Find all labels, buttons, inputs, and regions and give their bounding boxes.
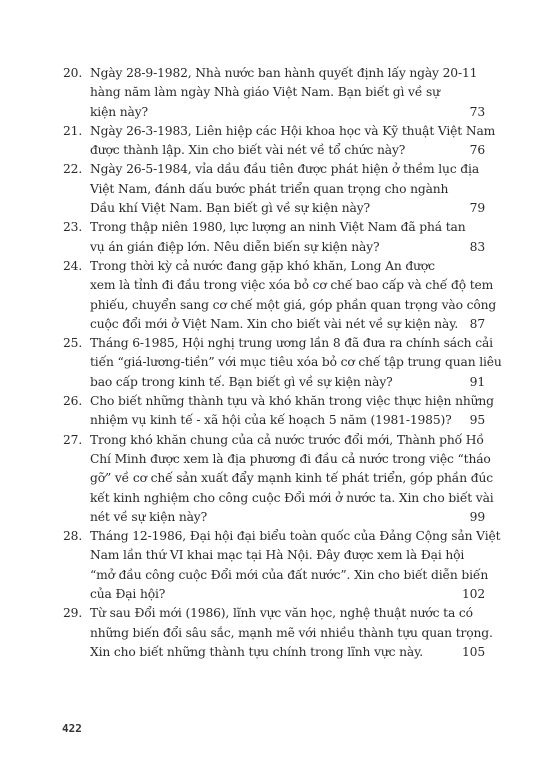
toc-entry-page-number: 73 — [469, 104, 485, 119]
toc-entry-text: nét về sự kiện này? — [90, 509, 208, 524]
toc-entry-text: những biến đổi sâu sắc, mạnh mẽ với nhiều thành tựu quan trọng. — [90, 625, 493, 640]
toc-entry-number: 24. — [63, 258, 83, 273]
toc-entry-text-line — [63, 373, 485, 392]
toc-entry-text-line — [63, 257, 485, 276]
toc-entry-text: Từ sau Đổi mới (1986), lĩnh vực văn học, nghệ thuật nước ta có — [90, 606, 473, 621]
toc-entry-number: 25. — [63, 336, 83, 351]
toc-entry-text: Ngày 28-9-1982, Nhà nước ban hành quyết định lấy ngày 20-11 — [90, 66, 478, 80]
toc-entry-text: phiếu, chuyển sang cơ chế một giá, góp phần quan trọng vào công — [90, 297, 497, 312]
toc-entry-text-line — [63, 411, 485, 430]
toc-entry-page-number: 95 — [469, 413, 485, 428]
toc-entry-text-line — [63, 160, 485, 179]
toc-entry[interactable] — [63, 527, 501, 604]
toc-entry-text: Trong khó khăn chung của cả nước trước đổi mới, Thành phố Hồ — [90, 432, 484, 447]
toc-entry-text-line — [63, 103, 485, 122]
toc-entry[interactable] — [63, 604, 493, 662]
toc-entry[interactable] — [63, 64, 485, 122]
toc-entry-text: Tháng 6-1985, Hội nghị trung ương lần 8 đã đưa ra chính sách cải — [90, 336, 493, 351]
toc-entry-number: 27. — [63, 432, 83, 447]
toc-entry-text: Trong thời kỳ cả nước đang gặp khó khăn, Long An được — [90, 258, 435, 273]
toc-entry-text-line — [63, 624, 493, 643]
toc-entry[interactable] — [63, 160, 485, 218]
toc-entry-text: cuộc đổi mới ở Việt Nam. Xin cho biết vài nét về sự kiện này. — [90, 316, 459, 331]
toc-entry-text: Nam lần thứ VI khai mạc tại Hà Nội. Đây được xem là Đại hội — [90, 548, 465, 563]
toc-entry-text: Cho biết những thành tựu và khó khăn trong việc thực hiện những — [90, 394, 494, 409]
toc-entry-text: Trong thập niên 1980, lực lượng an ninh Việt Nam đã phá tan — [90, 220, 466, 235]
toc-entry-number: 26. — [63, 394, 83, 409]
toc-entry-text-line — [63, 546, 485, 565]
toc-entry-text: tiến “giá-lương-tiền” với mục tiêu xóa bỏ cơ chế tập trung quan liêu — [90, 355, 502, 370]
toc-entry-page-number: 79 — [469, 201, 485, 216]
toc-entry-text: vụ án gián điệp lớn. Nêu diễn biến sự kiện này? — [90, 239, 380, 254]
toc-entry[interactable] — [63, 218, 485, 257]
toc-entry-text-line — [63, 64, 485, 83]
toc-entry[interactable] — [63, 392, 494, 431]
toc-entry-text: của Đại hội? — [90, 587, 166, 602]
toc-entry-number: 21. — [63, 123, 83, 138]
toc-entry-text-line — [63, 218, 485, 237]
toc-entry[interactable] — [63, 334, 502, 392]
toc-entry-text-line — [63, 199, 485, 218]
toc-entry-text: được thành lập. Xin cho biết vài nét về tổ chức này? — [90, 143, 406, 158]
toc-entry-text-line — [63, 469, 493, 488]
toc-entry-number: 22. — [63, 162, 83, 177]
toc-entry-page-number: 105 — [461, 644, 485, 659]
toc-entry-page-number: 87 — [469, 316, 485, 331]
toc-entry-number: 23. — [63, 220, 83, 235]
toc-entry-text-line — [63, 585, 485, 604]
toc-entry-text-line — [63, 315, 485, 334]
toc-entry-number: 20. — [63, 66, 83, 80]
toc-entry-text: Tháng 12-1986, Đại hội đại biểu toàn quốc của Đảng Cộng sản Việt — [90, 529, 501, 544]
toc-entry-text-line — [63, 450, 491, 469]
toc-entry-text: Chí Minh được xem là địa phương đi đầu cả nước trong việc “tháo — [90, 451, 491, 466]
toc-entry-text-line — [63, 122, 496, 141]
toc-entry-text-line — [63, 238, 485, 257]
toc-entry-text: xem là tỉnh đi đầu trong việc xóa bỏ cơ chế bao cấp và chế độ tem — [90, 278, 494, 293]
toc-entry-text-line — [63, 353, 502, 372]
toc-entry-text: Ngày 26-3-1983, Liên hiệp các Hội khoa học và Kỹ thuật Việt Nam — [90, 123, 496, 138]
toc-entry[interactable] — [63, 122, 496, 161]
toc-entry-text: Xin cho biết những thành tựu chính trong lĩnh vực này. — [90, 644, 424, 659]
toc-entry-text: kết kinh nghiệm cho công cuộc Đổi mới ở nước ta. Xin cho biết vài — [90, 490, 494, 505]
toc-entry-text: bao cấp trong kinh tế. Bạn biết gì về sự kiện này? — [90, 374, 393, 389]
toc-entry-text: kiện này? — [90, 104, 148, 119]
toc-entry-text-line — [63, 431, 485, 450]
toc-entry-text-line — [63, 604, 485, 623]
toc-entry-page-number: 83 — [469, 239, 485, 254]
toc-entry-text-line — [63, 489, 494, 508]
toc-entry[interactable] — [63, 431, 494, 527]
toc-entry-text-line — [63, 334, 493, 353]
toc-entry-text: hàng năm làm ngày Nhà giáo Việt Nam. Bạn biết gì về sự — [90, 85, 440, 100]
toc-entry-text-line — [63, 392, 494, 411]
toc-entry-text-line — [63, 141, 485, 160]
toc-entry-text-line — [63, 566, 489, 585]
page-number: 422 — [62, 722, 82, 735]
toc-entry-text-line — [63, 83, 485, 102]
toc-entry-text-line — [63, 643, 485, 662]
table-of-contents — [63, 64, 502, 662]
toc-entry-text: gỡ” về cơ chế sản xuất đẩy mạnh kinh tế phát triển, góp phần đúc — [90, 471, 493, 486]
toc-entry-page-number: 76 — [469, 143, 485, 158]
toc-entry-text-line — [63, 276, 494, 295]
toc-entry-number: 28. — [63, 529, 83, 544]
toc-entry-text-line — [63, 527, 501, 546]
toc-entry-text: nhiệm vụ kinh tế - xã hội của kế hoạch 5 năm (1981-1985)? — [90, 413, 452, 428]
toc-entry-text-line — [63, 296, 497, 315]
toc-entry-text: “mở đầu công cuộc Đổi mới của đất nước”. Xin cho biết diễn biến — [90, 567, 489, 582]
toc-entry[interactable] — [63, 257, 497, 334]
toc-entry-page-number: 99 — [469, 509, 485, 524]
toc-entry-text: Dầu khí Việt Nam. Bạn biết gì về sự kiện này? — [90, 201, 370, 216]
toc-entry-text: Việt Nam, đánh dấu bước phát triển quan trọng cho ngành — [90, 181, 449, 196]
toc-entry-text-line — [63, 180, 485, 199]
toc-entry-text-line — [63, 508, 485, 527]
toc-entry-page-number: 91 — [469, 374, 485, 389]
toc-entry-number: 29. — [63, 606, 83, 621]
toc-entry-text: Ngày 26-5-1984, vỉa dầu đầu tiên được phát hiện ở thềm lục địa — [90, 162, 479, 177]
toc-entry-page-number: 102 — [461, 587, 485, 602]
